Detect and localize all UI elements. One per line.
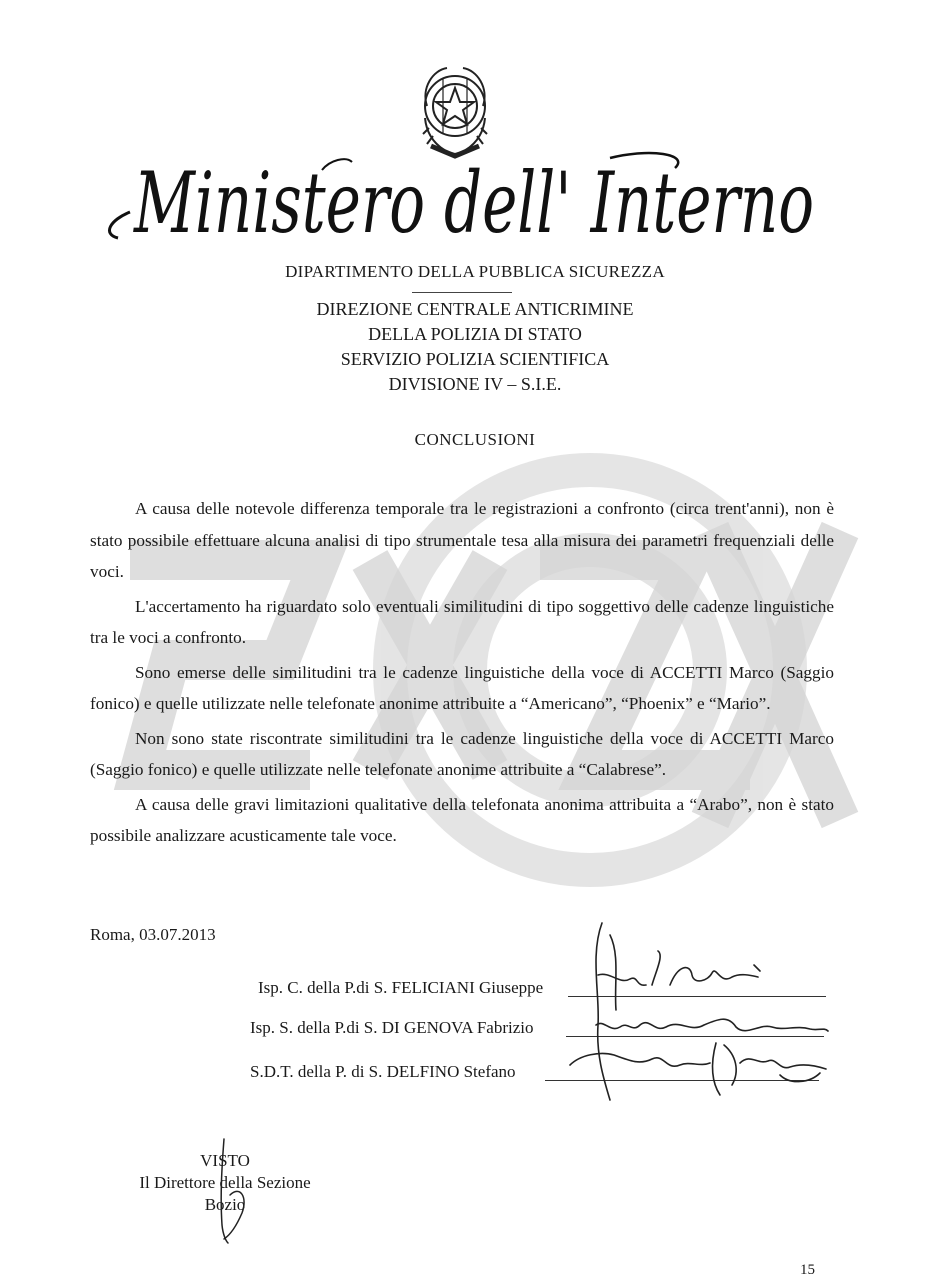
paragraph: A causa delle notevole differenza temporale tra le registrazioni a confronto (circa trent'anni), non è stato possibile effettuare alcuna analisi di tipo strumentale tesa alla misura dei parametri frequenziali delle voci. [90, 499, 834, 581]
italian-republic-emblem-icon [413, 58, 497, 162]
directorate-line-3: SERVIZIO POLIZIA SCIENTIFICA [340, 349, 610, 369]
directorate-line-2: DELLA POLIZIA DI STATO [368, 324, 582, 344]
directorate-line-1: DIREZIONE CENTRALE ANTICRIMINE [316, 299, 634, 319]
signatory-3: S.D.T. della P. di S. DELFINO Stefano [250, 1062, 516, 1081]
paragraph: Sono emerse delle similitudini tra le cadenze linguistiche della voce di ACCETTI Marco (Saggio fonico) e quelle utilizzate nelle telefonate anonime attribuite a “Americano”, “Phoenix” e “Mario”. [90, 662, 834, 713]
page-number: 15 [800, 1262, 815, 1278]
section-title: CONCLUSIONI [414, 430, 536, 449]
directorate-line-4: DIVISIONE IV – S.I.E. [388, 374, 562, 394]
conclusions-body [90, 493, 834, 855]
paragraph: A causa delle gravi limitazioni qualitative della telefonata anonima attribuita a “Arabo”, non è stato possibile analizzare acusticamente tale voce. [90, 794, 834, 845]
visto-name: Bozio [204, 1195, 246, 1214]
signature-line [566, 1036, 824, 1037]
signature-line [568, 996, 826, 997]
handwritten-signatures [540, 915, 840, 1105]
divider [412, 292, 512, 293]
director-signature [190, 1135, 260, 1245]
place-date: Roma, 03.07.2013 [90, 925, 216, 944]
ministry-title-text: Ministero dell' Interno [132, 154, 814, 252]
signatory-2: Isp. S. della P.di S. DI GENOVA Fabrizio [250, 1018, 534, 1037]
paragraph: L'accertamento ha riguardato solo eventuali similitudini di tipo soggettivo delle cadenze linguistiche tra le voci a confronto. [90, 596, 834, 647]
signature-line [545, 1080, 819, 1081]
visto-label: VISTO [200, 1151, 250, 1170]
paragraph: Non sono state riscontrate similitudini tra le cadenze linguistiche della voce di ACCETTI Marco (Saggio fonico) e quelle utilizzate nelle telefonate anonime attribuite a “Calabrese”. [90, 728, 834, 779]
signatory-1: Isp. C. della P.di S. FELICIANI Giuseppe [258, 978, 544, 997]
visto-director: Il Direttore della Sezione [139, 1173, 311, 1192]
department-heading: DIPARTIMENTO DELLA PUBBLICA SICUREZZA [285, 262, 665, 281]
ministry-title [90, 150, 850, 260]
